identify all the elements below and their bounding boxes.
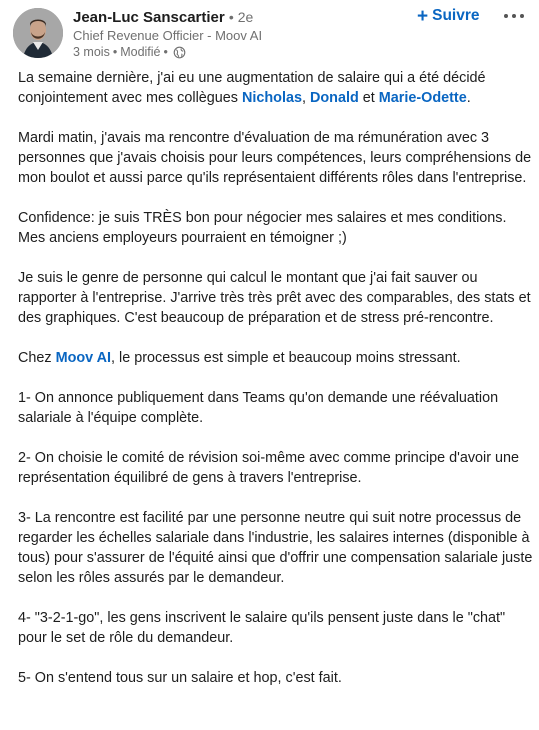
paragraph-text: Chez <box>18 350 56 366</box>
paragraph-text: , <box>301 90 310 106</box>
post-meta <box>73 44 186 60</box>
post-header <box>0 0 539 66</box>
plus-icon: + <box>417 5 429 27</box>
post-paragraph <box>18 68 533 108</box>
post-paragraph: Mardi matin, j'avais ma rencontre d'évaluation de ma rémunération avec 3 personnes que j'avais choisis pour leurs compétences, leurs compréhensions de mon boulot et aussi parce qu'ils représentaient différents rôles dans l'entreprise. <box>18 130 532 186</box>
post-paragraph: 1- On annonce publiquement dans Teams qu'on demande une réévaluation salariale à l'équipe complète. <box>18 390 499 426</box>
post-paragraph: 4- "3-2-1-go", les gens inscrivent le salaire qu'ils pensent juste dans le "chat" pour le set de rôle du demandeur. <box>18 610 506 646</box>
author-avatar[interactable] <box>13 8 63 58</box>
paragraph-text: La semaine dernière, j'ai eu une augmentation de salaire qui a été décidé conjointement avec mes collègues <box>18 70 486 106</box>
follow-button[interactable] <box>417 5 480 27</box>
follow-label: Suivre <box>432 7 480 24</box>
mention-moov-ai[interactable]: Moov AI <box>55 350 112 366</box>
post-paragraph: Je suis le genre de personne qui calcul le montant que j'ai fait sauver ou rapporter à l'entreprise. J'arrive très très prêt avec des comparables, des stats et des graphiques. C'est beaucoup de préparation et de stress pré-rencontre. <box>18 270 531 326</box>
post-paragraph: 2- On choisie le comité de révision soi-même avec comme principe d'avoir une représentation équilibré de gens à travers l'entreprise. <box>18 450 520 486</box>
mention-marie-odette[interactable]: Marie-Odette <box>378 90 467 106</box>
author-name[interactable]: Jean-Luc Sanscartier <box>73 9 225 26</box>
post-paragraph: 5- On s'entend tous sur un salaire et hop, c'est fait. <box>18 670 342 686</box>
mention-donald[interactable]: Donald <box>309 90 359 106</box>
post-paragraph <box>18 348 533 368</box>
post-content <box>18 68 533 708</box>
author-headline: Chief Revenue Officier - Moov AI <box>73 28 263 43</box>
globe-icon <box>173 46 186 59</box>
post-paragraph: Confidence: je suis TRÈS bon pour négocier mes salaires et mes conditions. Mes anciens employeurs pourraient en témoigner ;) <box>18 210 507 246</box>
author-name-line <box>73 8 253 27</box>
post-paragraph: 3- La rencontre est facilité par une personne neutre qui suit notre processus de regarder les échelles salariale dans l'industrie, les salaires internes (disponible à tous) pour s'assurer de l'équité ainsi que d'offrir une compensation salariale juste selon les rôles assurés par le demandeur. <box>18 510 533 586</box>
post-time: 3 mois <box>73 45 110 59</box>
avatar-photo-icon <box>13 8 63 58</box>
ellipsis-icon[interactable] <box>502 8 526 24</box>
paragraph-text: et <box>358 90 379 106</box>
edited-label: Modifié <box>120 45 161 59</box>
meta-separator: • <box>112 45 118 59</box>
meta-separator: • <box>163 45 168 59</box>
mention-nicholas[interactable]: Nicholas <box>241 90 302 106</box>
paragraph-text: . <box>466 90 471 106</box>
paragraph-text: , le processus est simple et beaucoup moins stressant. <box>111 350 461 366</box>
connection-degree: • 2e <box>228 9 254 25</box>
